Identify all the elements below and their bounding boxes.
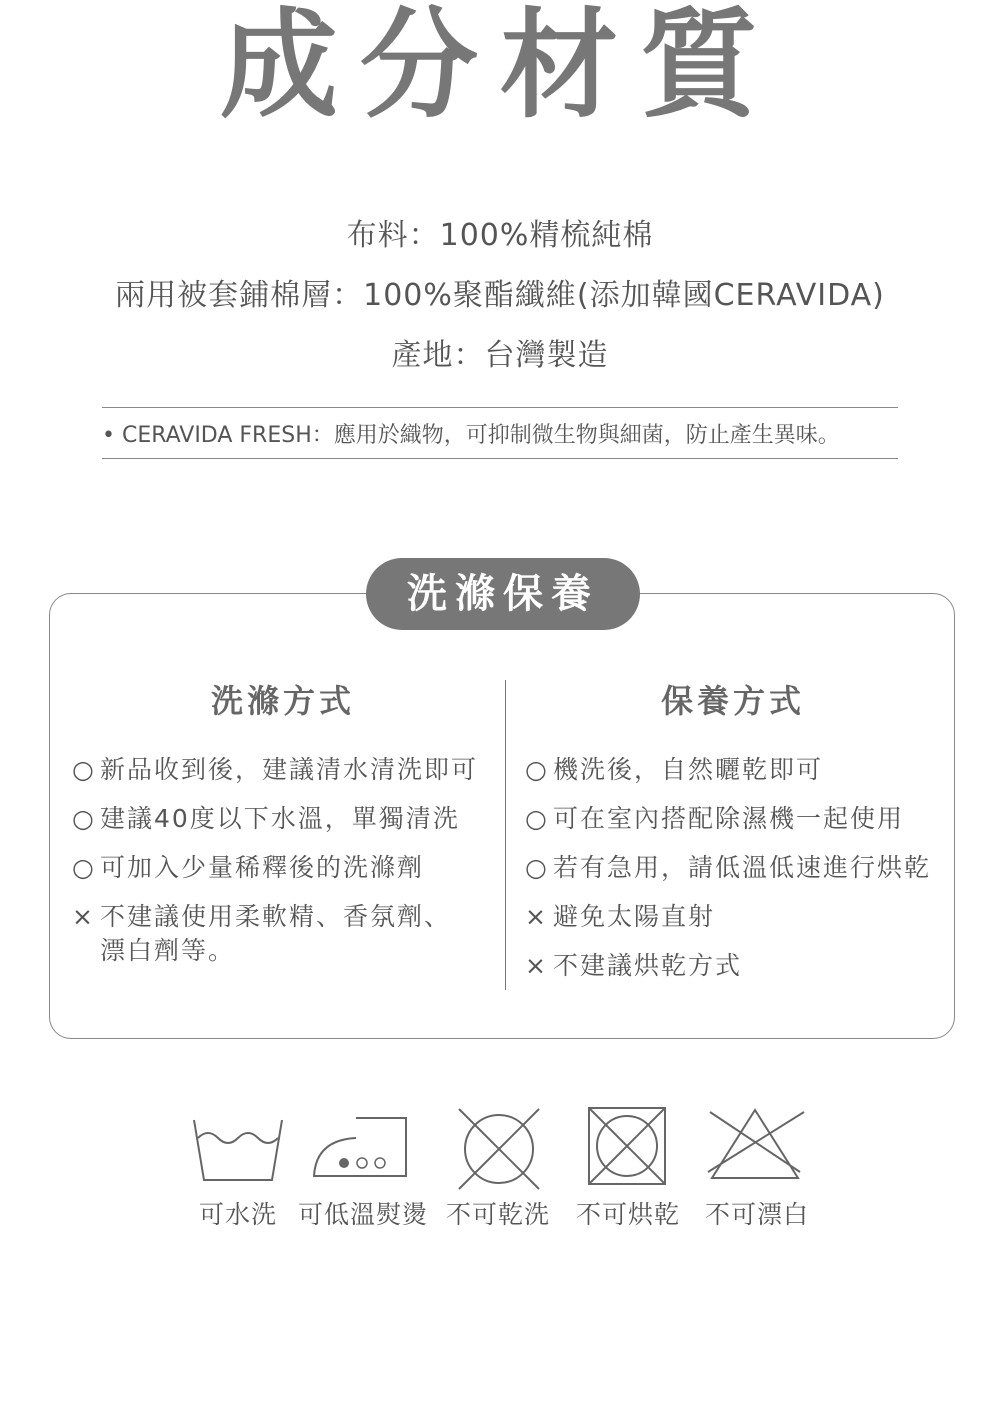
icon-label-no-tumble-dry: 不可烘乾 (575, 1200, 680, 1229)
no-tumble-dry-icon (585, 1104, 671, 1190)
circle-mark-icon: ○ (525, 755, 549, 784)
no-dry-clean-icon (454, 1104, 544, 1194)
circle-mark-icon: ○ (72, 853, 96, 882)
wash-item-text: 建議40度以下水溫，單獨清洗 (100, 804, 460, 833)
care-item-text: 不建議烘乾方式 (553, 951, 743, 980)
cross-mark-icon: × (525, 951, 548, 980)
icon-label-no-dry-clean: 不可乾洗 (445, 1200, 550, 1229)
no-bleach-icon (700, 1104, 810, 1184)
low-temp-iron-icon (308, 1112, 418, 1182)
note-bottom-divider (102, 458, 898, 459)
icon-label-washable: 可水洗 (198, 1200, 277, 1229)
circle-mark-icon: ○ (525, 853, 549, 882)
care-item (525, 897, 715, 933)
care-item (525, 750, 823, 786)
cross-mark-icon: × (72, 902, 95, 931)
wash-heading: 洗滌方式 (210, 682, 355, 720)
care-badge: 洗滌保養 (366, 558, 640, 630)
wash-item-continuation: 漂白劑等。 (100, 936, 236, 965)
circle-mark-icon: ○ (525, 804, 549, 833)
circle-mark-icon: ○ (72, 755, 96, 784)
wash-item-text: 可加入少量稀釋後的洗滌劑 (100, 853, 425, 882)
ceravida-note: • CERAVIDA FRESH：應用於織物，可抑制微生物與細菌，防止產生異味。 (102, 423, 840, 448)
wash-item (72, 848, 424, 884)
care-item-text: 若有急用，請低溫低速進行烘乾 (553, 853, 932, 882)
column-divider (505, 680, 506, 990)
care-item (525, 848, 931, 884)
icon-label-no-bleach: 不可漂白 (704, 1200, 809, 1229)
care-heading: 保養方式 (660, 682, 805, 720)
care-item-text: 機洗後，自然曬乾即可 (553, 755, 824, 784)
note-top-divider (102, 407, 898, 408)
washable-icon (188, 1108, 288, 1188)
material-filling: 兩用被套鋪棉層：100%聚酯纖維(添加韓國CERAVIDA) (115, 278, 885, 313)
care-item-text: 可在室內搭配除濕機一起使用 (553, 804, 905, 833)
care-item-text: 避免太陽直射 (553, 902, 716, 931)
page-title: 成分材質 (219, 0, 780, 134)
care-item (525, 799, 904, 835)
care-item (525, 946, 742, 982)
wash-item-text: 新品收到後，建議清水清洗即可 (100, 755, 479, 784)
wash-item (72, 799, 460, 835)
cross-mark-icon: × (525, 902, 548, 931)
wash-item (72, 750, 478, 786)
circle-mark-icon: ○ (72, 804, 96, 833)
wash-item-text: 不建議使用柔軟精、香氛劑、 (100, 902, 452, 931)
material-origin: 產地：台灣製造 (391, 338, 609, 373)
icon-label-iron: 可低溫熨燙 (297, 1200, 428, 1229)
material-fabric: 布料：100%精梳純棉 (346, 218, 654, 253)
wash-item (72, 897, 451, 933)
